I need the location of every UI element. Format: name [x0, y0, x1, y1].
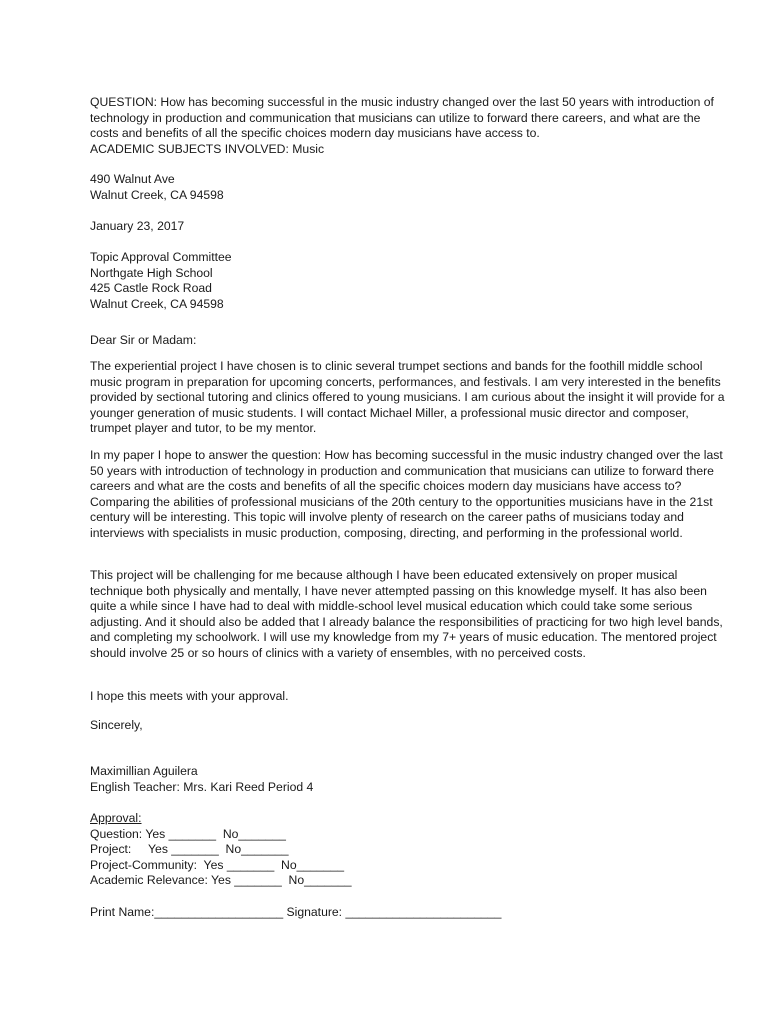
- sign-line: [90, 905, 730, 921]
- closing: [90, 718, 730, 734]
- approval-section: [90, 811, 730, 889]
- recipient-address: [90, 250, 730, 312]
- approval-question-line[interactable]: Question: Yes _______ No_______: [90, 826, 286, 841]
- recipient-line: Northgate High School: [90, 265, 213, 280]
- closing-text: Sincerely,: [90, 718, 143, 732]
- approval-project-line[interactable]: Project: Yes _______ No_______: [90, 842, 289, 857]
- salutation-text: Dear Sir or Madam:: [90, 333, 197, 347]
- approval-community-line[interactable]: Project-Community: Yes _______ No_______: [90, 857, 345, 872]
- question-paragraph: [90, 95, 730, 142]
- question-block: [90, 95, 730, 157]
- approval-heading: Approval:: [90, 811, 142, 825]
- paragraph-text: The experiential project I have chosen is to clinic several trumpet sections and bands for the foothill middle school music program in preparation for upcoming concerts, performances, and festivals. I am very interested in the benefits provided by sectional tutoring and clinics offered to young musicians. I am curious about the insight it will provide for a younger generation of music students. I will contact Michael Miller, a professional music director and composer, trumpet player and tutor, to be my mentor.: [90, 359, 725, 436]
- signer-name: Maximillian Aguilera: [90, 764, 198, 778]
- question-text: How has becoming successful in the music industry changed over the last 50 years with introduction of technology in production and communication that musicians can utilize to forward there careers, and what are the costs and benefits of all the specific choices modern day musicians have access to.: [90, 95, 714, 141]
- paragraph-text: I hope this meets with your approval.: [90, 689, 289, 703]
- body-paragraph-4: [90, 689, 730, 705]
- body-paragraph-1: [90, 359, 730, 437]
- recipient-line: 425 Castle Rock Road: [90, 281, 212, 296]
- sender-address: [90, 172, 730, 203]
- print-name-signature-line[interactable]: Print Name:___________________ Signature: _______________________: [90, 905, 502, 919]
- recipient-line: Topic Approval Committee: [90, 250, 232, 264]
- date-text: January 23, 2017: [90, 219, 185, 233]
- paragraph-text: In my paper I hope to answer the question: How has becoming successful in the music industry changed over the last 50 years with introduction of technology in production and communication that musicians can utilize to forward there careers and what are the costs and benefits of all the specific choices modern day musicians have access to? Comparing the abilities of professional musicians of the 20th century to the opportunities musicians have in the 21st century will be interesting. This topic will involve plenty of research on the career paths of musicians today and interviews with specialists in music production, composing, directing, and performing in the professional world.: [90, 448, 723, 540]
- sender-address-line: 490 Walnut Ave: [90, 172, 175, 186]
- question-label: QUESTION:: [90, 95, 158, 109]
- teacher-line: English Teacher: Mrs. Kari Reed Period 4: [90, 779, 314, 794]
- salutation: [90, 333, 730, 349]
- academic-subjects: ACADEMIC SUBJECTS INVOLVED: Music: [90, 141, 325, 156]
- approval-relevance-line[interactable]: Academic Relevance: Yes _______ No_______: [90, 873, 352, 888]
- sender-address-line: Walnut Creek, CA 94598: [90, 187, 224, 202]
- signature-block: [90, 764, 730, 795]
- body-paragraph-3: [90, 568, 730, 662]
- recipient-line: Walnut Creek, CA 94598: [90, 296, 224, 311]
- paragraph-text: This project will be challenging for me because although I have been educated extensively on proper musical technique both physically and mentally, I have never attempted passing on this knowledge myself. It has also been quite a while since I have had to deal with middle-school level musical education which could take some serious adjusting. And it should also be added that I already balance the responsibilities of practicing for two high level bands, and completing my schoolwork. I will use my knowledge from my 7+ years of music education. The mentored project should involve 25 or so hours of clinics with a variety of ensembles, with no perceived costs.: [90, 568, 723, 660]
- body-paragraph-2: [90, 448, 730, 542]
- letter-date: [90, 219, 730, 235]
